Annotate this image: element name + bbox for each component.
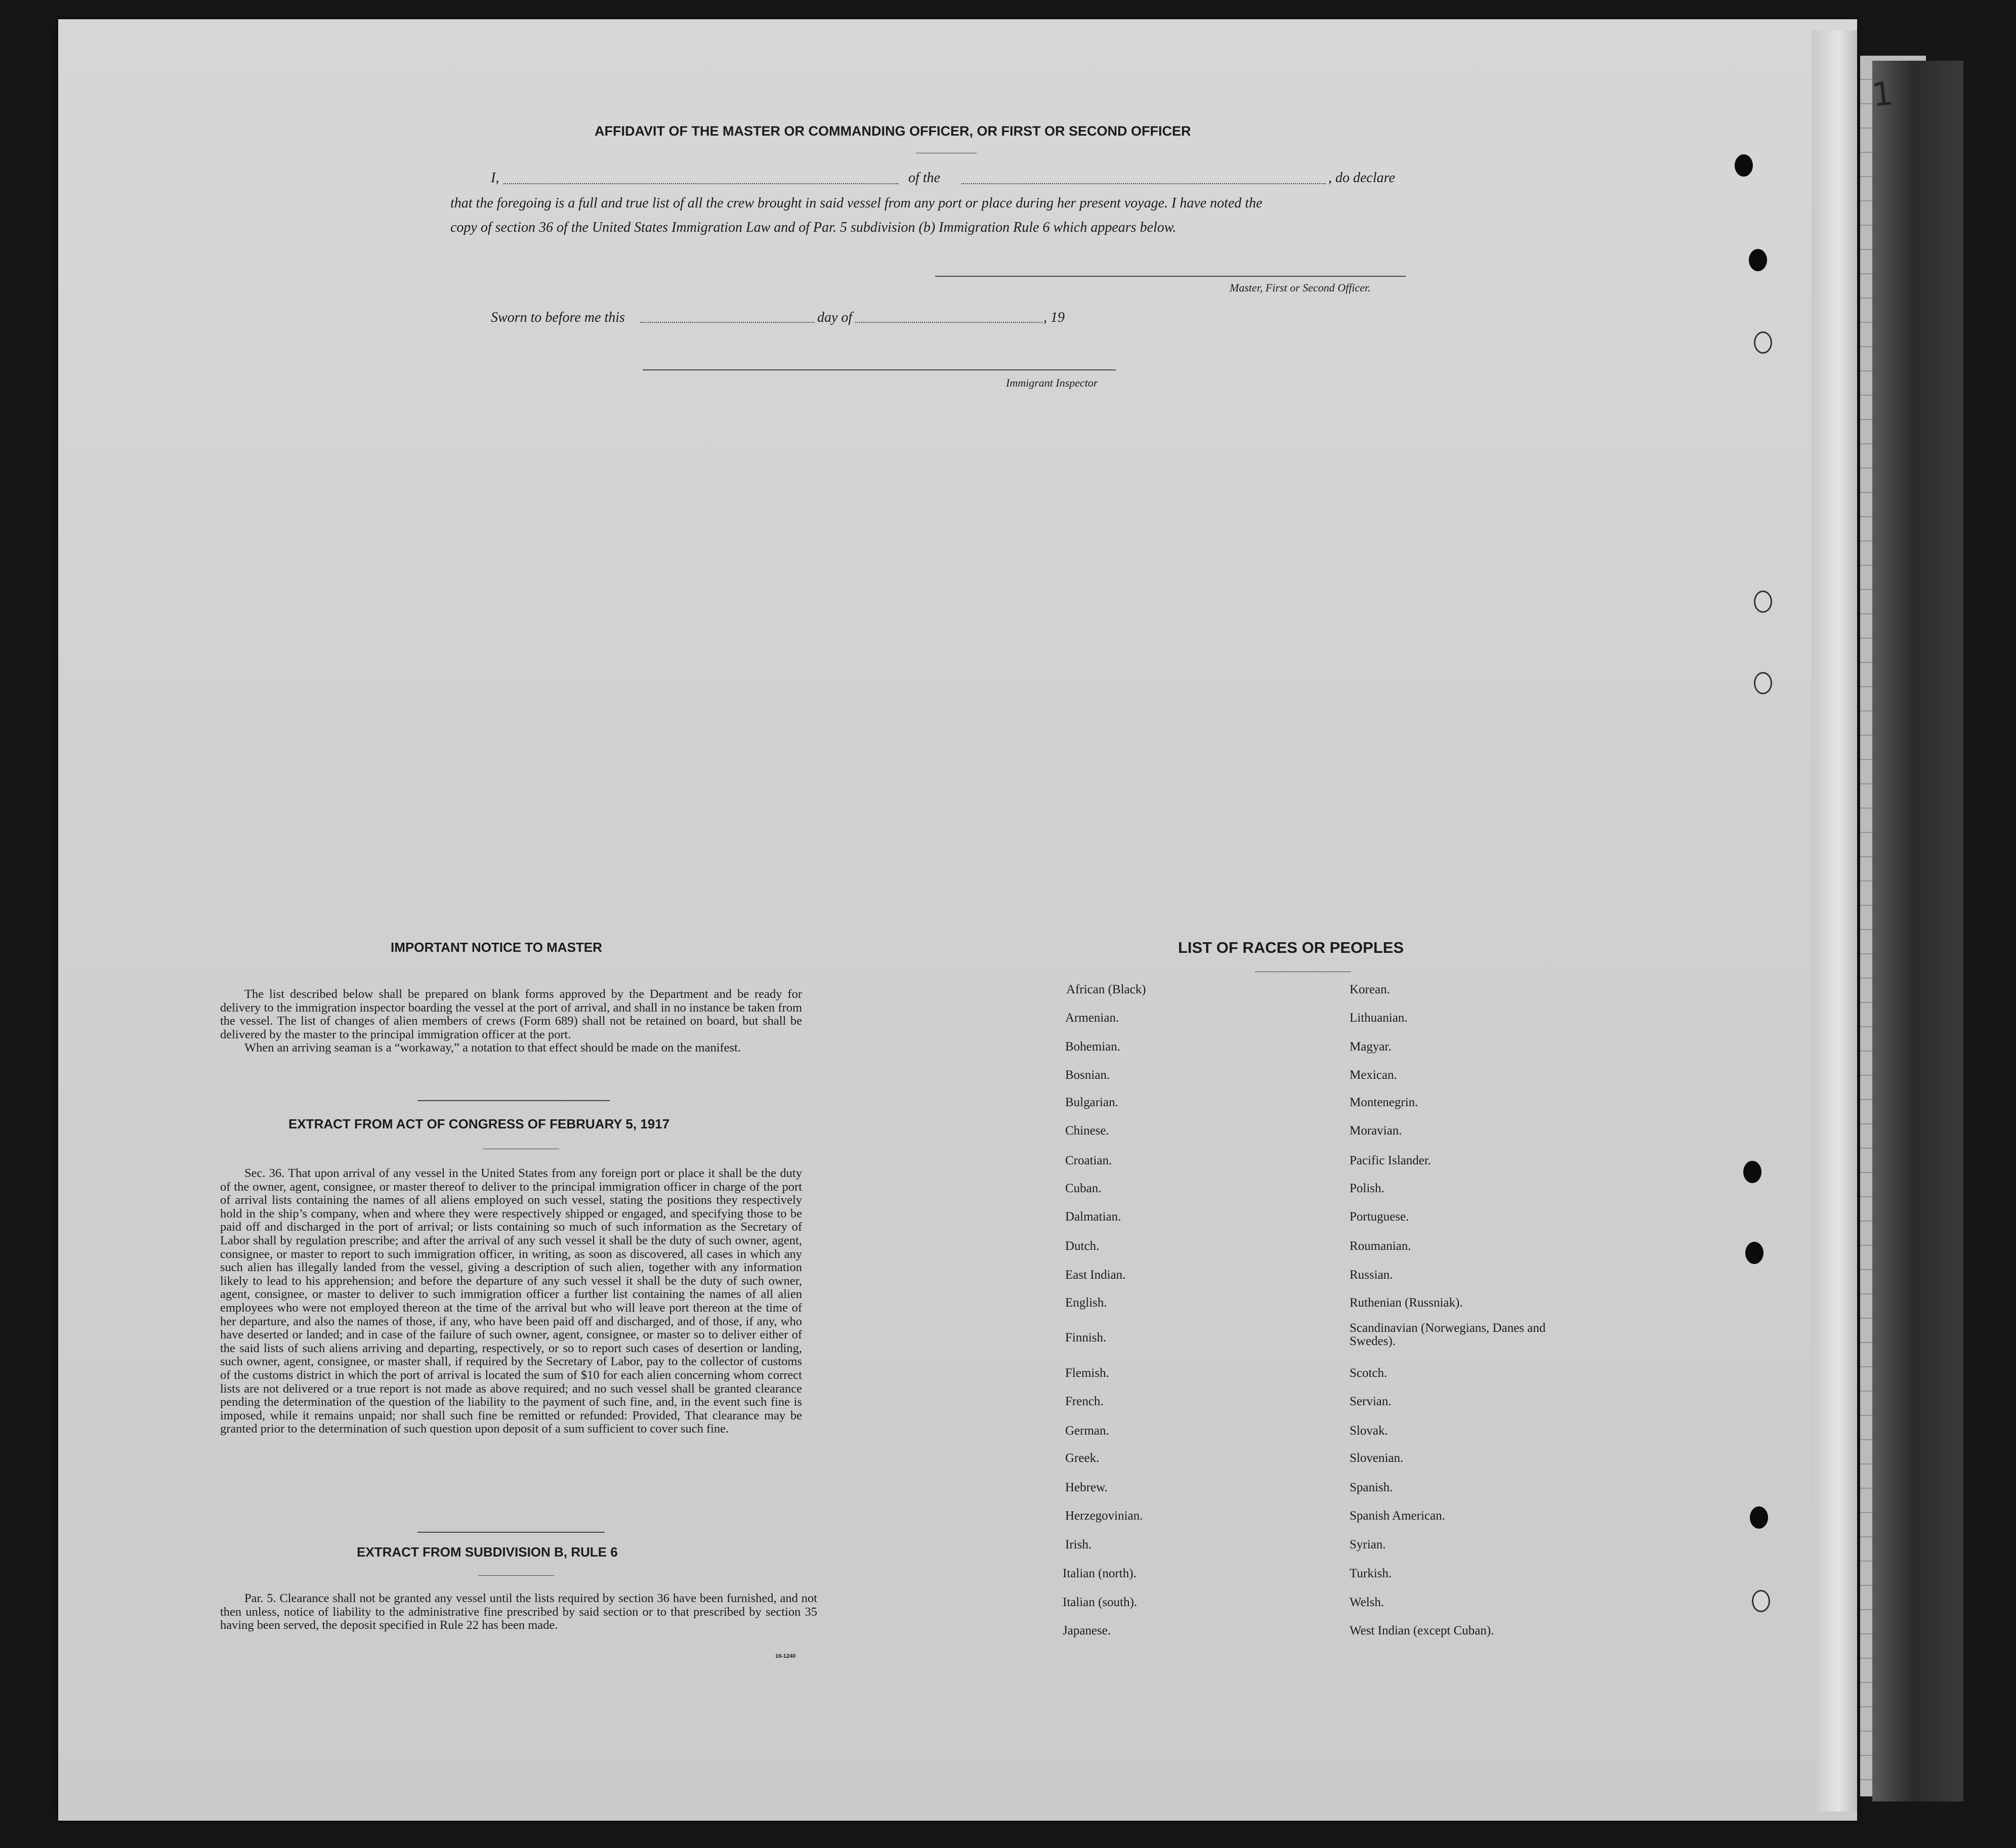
race-item: Hebrew. <box>1065 1481 1108 1494</box>
section-36-text: Sec. 36. That upon arrival of any vessel in the United States from any foreign port or place it shall be the duty of the owner, agent, consignee, or master thereof to deliver to the principal immigration officer in charge of the port of arrival lists containing the names of all aliens employed on such vessel, stating the positions they respectively hold in the ship’s company, when and where they were respectively shipped or engaged, and specifying those to be paid off and discharged in the port of arrival; or lists containing so much of such information as the Secretary of Labor shall by regulation prescribe; and after the arrival of any such vessel it shall be the duty of such owner, agent, consignee, or master to report to such immigration officer, in writing, as soon as discovered, all cases in which any such alien has illegally landed from the vessel, giving a description of such alien, together with any information likely to lead to his apprehension; and before the departure of any such vessel it shall be the duty of such owner, agent, consignee, or master to deliver to such immigration officer a further list containing the names of all alien employees who were not employed thereon at the time of the arrival but who will leave port thereon at the time of her departure, and also the names of those, if any, who have been paid off and discharged, and of those, if any, who have deserted or landed; and in case of the failure of such owner, agent, consignee, or master so to deliver either of the said lists of such aliens arriving and departing, respectively, or so to report such cases of desertion or landing, such owner, agent, consignee, or master shall, if required by the Secretary of Labor, pay to the collector of customs of the customs district in which the port of arrival is located the sum of $10 for each alien concerning whom correct lists are not delivered or a true report is not made as above required; and no such vessel shall be granted clearance pending the determination of the question of the liability to the payment of such fine, and, in the event such fine is imposed, while it remains unpaid; nor shall such fine be remitted or refunded: Provided, That clearance may be granted prior to the determination of such question upon deposit of a sum sufficient to cover such fine. <box>220 1166 802 1436</box>
binder-hole <box>1750 1506 1768 1529</box>
vessel-blank[interactable] <box>961 183 1326 184</box>
race-item: Servian. <box>1350 1395 1392 1408</box>
binder-hole <box>1754 672 1772 694</box>
race-item: Welsh. <box>1350 1595 1384 1609</box>
heading-rule <box>478 1575 554 1576</box>
race-item: Russian. <box>1350 1268 1393 1282</box>
race-item: Bulgarian. <box>1065 1096 1118 1109</box>
race-item: Pacific Islander. <box>1350 1154 1432 1167</box>
page-edge <box>1812 30 1857 1812</box>
race-item: Syrian. <box>1350 1538 1386 1551</box>
race-item: Roumanian. <box>1350 1239 1411 1253</box>
race-item: African (Black) <box>1066 983 1146 996</box>
extract-act-heading: EXTRACT FROM ACT OF CONGRESS OF FEBRUARY 5, 1917 <box>288 1116 670 1131</box>
race-item: Slovak. <box>1350 1424 1388 1438</box>
sworn-text: Sworn to before me this <box>491 310 625 325</box>
signature-label: Master, First or Second Officer. <box>1230 281 1371 294</box>
race-item: Chinese. <box>1065 1124 1109 1138</box>
race-item: Armenian. <box>1065 1011 1119 1025</box>
race-item: Magyar. <box>1350 1040 1392 1054</box>
form-page <box>58 19 1857 1821</box>
race-item: Polish. <box>1350 1182 1384 1195</box>
race-item: French. <box>1065 1395 1104 1408</box>
race-item: Lithuanian. <box>1350 1011 1408 1025</box>
year-prefix: , 19 <box>1043 310 1065 325</box>
race-item: Spanish American. <box>1350 1509 1445 1523</box>
binder-hole <box>1745 1242 1763 1264</box>
section-divider <box>417 1100 610 1101</box>
race-item: West Indian (except Cuban). <box>1350 1624 1494 1637</box>
notice-paragraph-2: When an arriving seaman is a “workaway,” a notation to that effect should be made on the manifest. <box>244 1041 741 1055</box>
name-blank[interactable] <box>503 183 898 184</box>
inspector-line[interactable] <box>643 369 1116 370</box>
race-item: Scotch. <box>1350 1366 1388 1380</box>
binder-hole <box>1735 154 1753 177</box>
binder-hole <box>1743 1161 1761 1183</box>
race-item: Bosnian. <box>1065 1068 1110 1082</box>
extract-rule-body <box>220 1592 817 1632</box>
binder-hole <box>1754 331 1772 354</box>
day-blank[interactable] <box>640 322 815 323</box>
inspector-label: Immigrant Inspector <box>1006 376 1098 389</box>
race-item: Mexican. <box>1350 1068 1397 1082</box>
binder-hole <box>1752 1590 1770 1612</box>
affidavit-of-the: of the <box>908 170 940 186</box>
page-number: 1 <box>1870 75 1895 114</box>
race-item: Japanese. <box>1063 1624 1111 1637</box>
race-item: German. <box>1065 1424 1109 1438</box>
section-divider <box>417 1532 605 1533</box>
race-item: Italian (south). <box>1063 1595 1138 1609</box>
race-item: Irish. <box>1065 1538 1092 1551</box>
race-item: Slovenian. <box>1350 1451 1404 1465</box>
extract-act-body <box>220 1167 802 1436</box>
races-heading: LIST OF RACES OR PEOPLES <box>1178 939 1404 956</box>
race-item: East Indian. <box>1065 1268 1126 1282</box>
race-item: Ruthenian (Russniak). <box>1350 1296 1463 1310</box>
race-item: Dalmatian. <box>1065 1210 1121 1224</box>
affidavit-heading: AFFIDAVIT OF THE MASTER OR COMMANDING OFFICER, OR FIRST OR SECOND OFFICER <box>595 123 1191 139</box>
race-item: Finnish. <box>1065 1331 1107 1345</box>
race-item: Bohemian. <box>1065 1040 1121 1054</box>
race-item: Scandinavian (Norwegians, Danes and Swedes). <box>1350 1321 1546 1348</box>
affidavit-line-3: copy of section 36 of the United States Immigration Law and of Par. 5 subdivision (b) Immigration Rule 6 which appears below. <box>450 220 1177 235</box>
race-item: Spanish. <box>1350 1481 1393 1494</box>
affidavit-declare: , do declare <box>1328 170 1395 186</box>
affidavit-line-2: that the foregoing is a full and true list of all the crew brought in said vessel from any port or place during her present voyage. I have noted the <box>450 195 1263 211</box>
race-item: Portuguese. <box>1350 1210 1409 1224</box>
extract-rule-heading: EXTRACT FROM SUBDIVISION B, RULE 6 <box>357 1544 618 1560</box>
notice-body <box>220 988 802 1055</box>
race-item: Moravian. <box>1350 1124 1402 1138</box>
binder-hole <box>1749 249 1767 271</box>
month-blank[interactable] <box>855 322 1042 323</box>
binder-hole <box>1754 591 1772 613</box>
form-number: 16-1240 <box>775 1653 796 1659</box>
day-of: day of <box>817 310 853 325</box>
race-item: Cuban. <box>1065 1182 1102 1195</box>
race-item: Korean. <box>1350 983 1390 996</box>
rule-6-text: Par. 5. Clearance shall not be granted any vessel until the lists required by section 36 have been furnished, and not then unless, notice of liability to the administrative fine prescribed by said section or to that prescribed by section 35 having been served, the deposit specified in Rule 22 has been made. <box>220 1591 817 1632</box>
race-item: Croatian. <box>1065 1154 1112 1167</box>
race-item: Dutch. <box>1065 1239 1100 1253</box>
binding-edge <box>1872 61 1963 1801</box>
signature-line[interactable] <box>935 276 1406 277</box>
race-item: Herzegovinian. <box>1065 1509 1143 1523</box>
race-item: Montenegrin. <box>1350 1096 1418 1109</box>
race-item: Italian (north). <box>1063 1567 1137 1580</box>
race-item: Flemish. <box>1065 1366 1109 1380</box>
affidavit-i: I, <box>491 170 499 186</box>
race-item: English. <box>1065 1296 1107 1310</box>
race-item: Turkish. <box>1350 1567 1392 1580</box>
race-item: Greek. <box>1065 1451 1100 1465</box>
notice-heading: IMPORTANT NOTICE TO MASTER <box>391 940 602 955</box>
notice-paragraph-1: The list described below shall be prepared on blank forms approved by the Department and be ready for delivery to the immigration inspector boarding the vessel at the port of arrival, and shall in no instance be taken from the vessel. The list of changes of alien members of crews (Form 689) shall not be retained on board, but shall be delivered by the master to the principal immigration officer at the port. <box>220 987 802 1041</box>
